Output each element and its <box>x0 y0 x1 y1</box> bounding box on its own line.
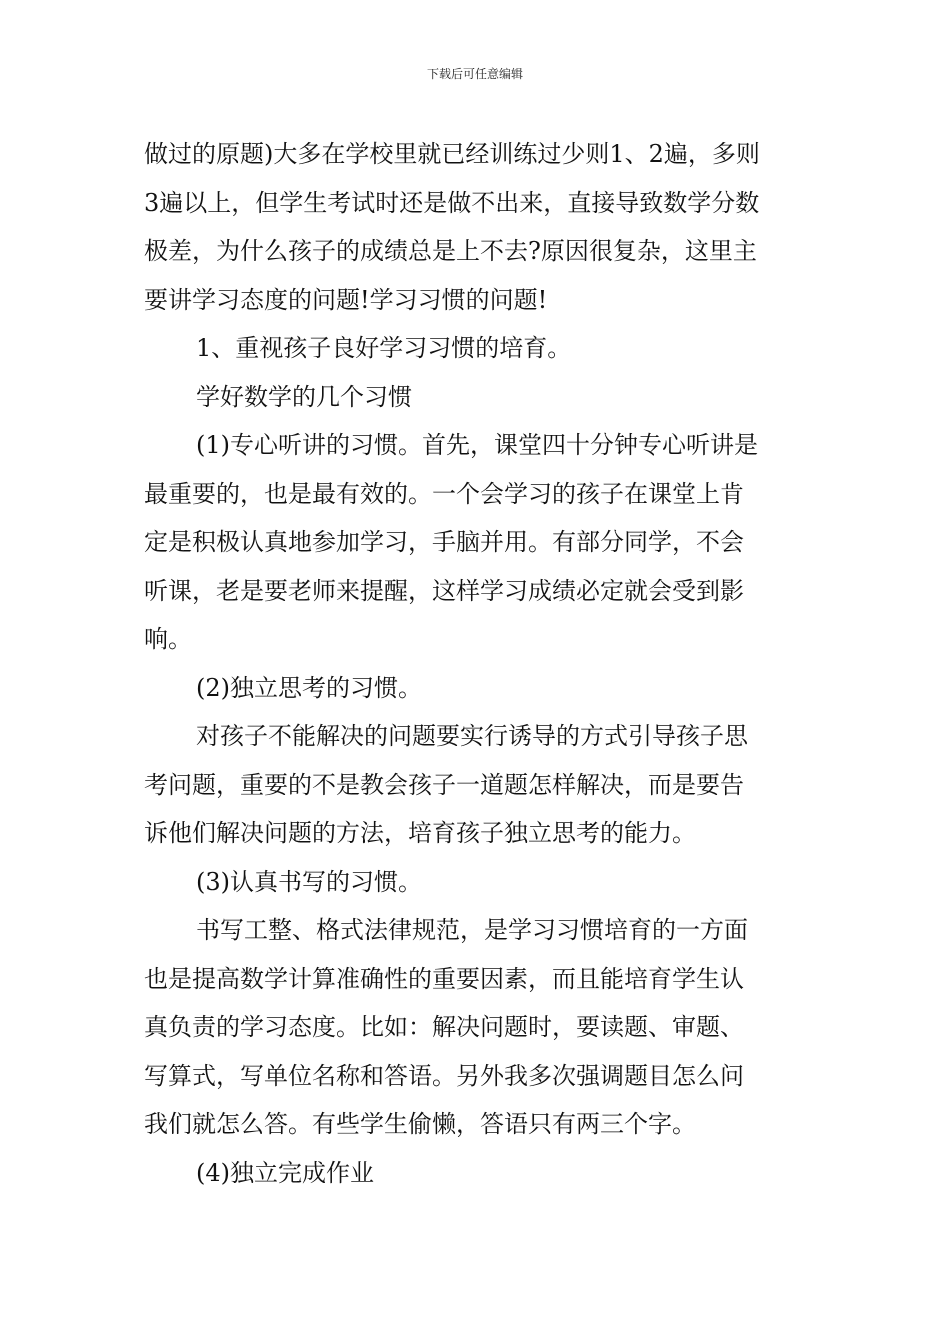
text-line: 学好数学的几个习惯 <box>196 382 412 411</box>
page-header-note: 下载后可任意编辑 <box>426 67 523 81</box>
text-line: 3遍以上，但学生考试时还是做不出来，直接导致数学分数 <box>144 188 760 217</box>
text-line: 定是积极认真地参加学习，手脑并用。有部分同学，不会 <box>144 528 744 556</box>
document-body <box>144 130 808 1197</box>
text-line: 要讲学习态度的问题!学习习惯的问题! <box>144 285 548 314</box>
text-line: 写算式，写单位名称和答语。另外我多次强调题目怎么问 <box>144 1061 744 1090</box>
text-line: 真负责的学习态度。比如：解决问题时，要读题、审题、 <box>144 1013 744 1041</box>
text-line: 1、重视孩子良好学习习惯的培育。 <box>196 334 572 362</box>
text-line: 对孩子不能解决的问题要实行诱导的方式引导孩子思 <box>196 722 748 750</box>
text-line: 我们就怎么答。有些学生偷懒，答语只有两三个字。 <box>144 1110 696 1138</box>
text-line: (2)独立思考的习惯。 <box>196 673 422 702</box>
text-line: 响。 <box>144 625 192 653</box>
text-line: 听课，老是要老师来提醒，这样学习成绩必定就会受到影 <box>144 576 744 605</box>
text-line: 考问题，重要的不是教会孩子一道题怎样解决，而是要告 <box>144 770 744 799</box>
text-line: 做过的原题)大多在学校里就已经训练过少则1、2遍，多则 <box>144 140 760 168</box>
text-line: 极差，为什么孩子的成绩总是上不去?原因很复杂，这里主 <box>144 237 757 265</box>
text-line: (4)独立完成作业 <box>196 1158 374 1187</box>
text-line: (1)专心听讲的习惯。首先，课堂四十分钟专心听讲是 <box>196 431 758 459</box>
text-line: 书写工整、格式法律规范，是学习习惯培育的一方面 <box>196 916 748 944</box>
text-line: 诉他们解决问题的方法，培育孩子独立思考的能力。 <box>144 819 696 847</box>
text-line: 也是提高数学计算准确性的重要因素，而且能培育学生认 <box>144 964 744 993</box>
text-line: (3)认真书写的习惯。 <box>196 867 422 896</box>
text-line: 最重要的，也是最有效的。一个会学习的孩子在课堂上肯 <box>144 479 744 508</box>
